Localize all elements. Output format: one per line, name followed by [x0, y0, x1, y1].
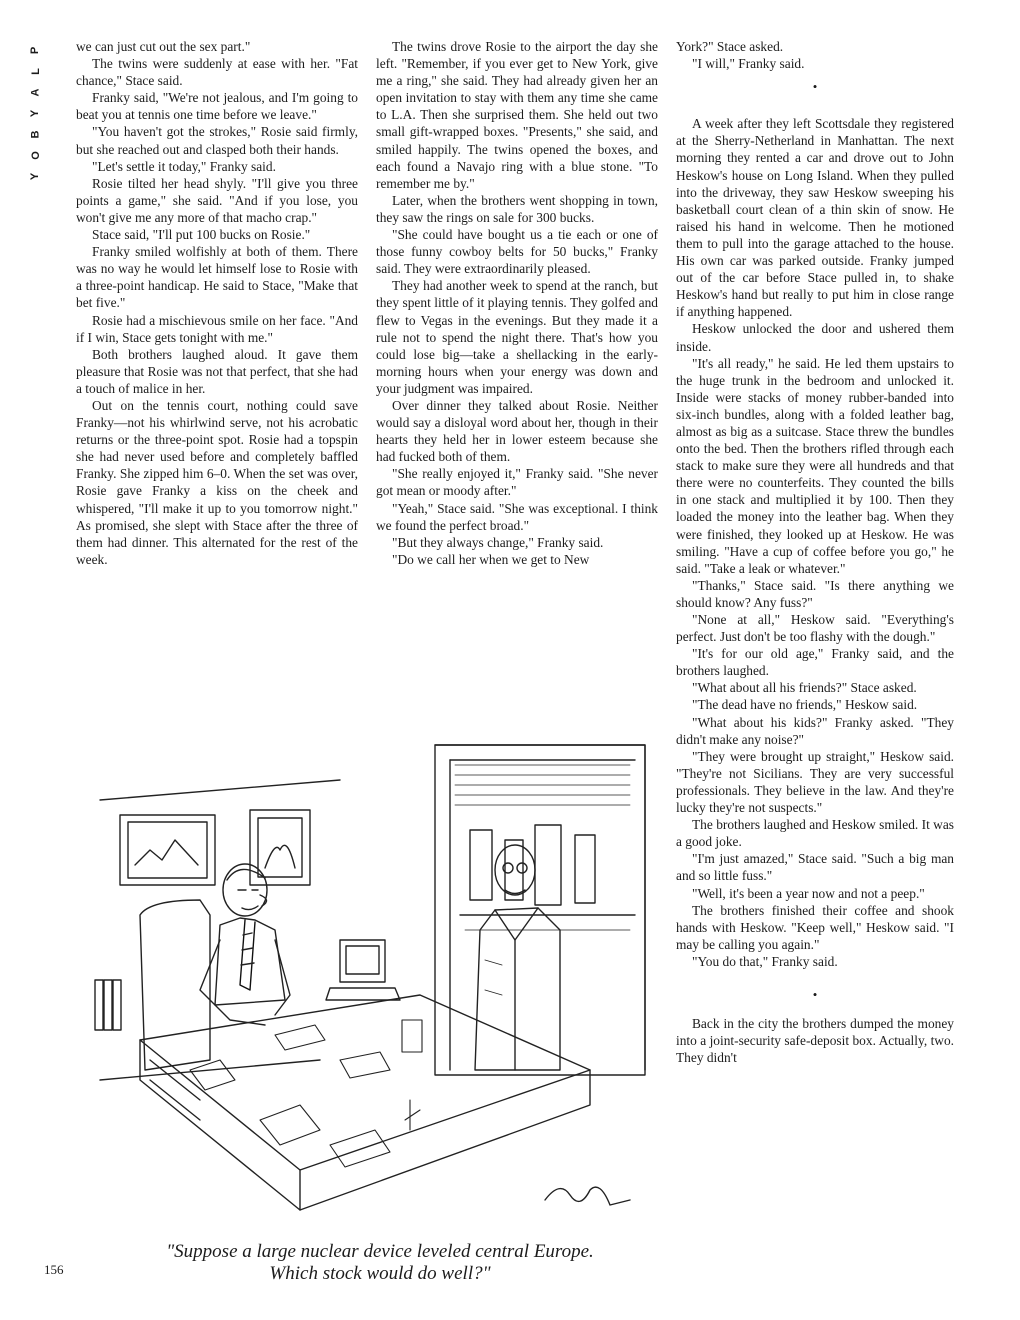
cartoon-illustration — [90, 740, 650, 1240]
paragraph: The brothers finished their coffee and shook hands with Heskow. "Keep well," Heskow said. "I may be calling you again." — [676, 902, 954, 952]
paragraph: York?" Stace asked. — [676, 39, 784, 54]
wall-picture-left — [120, 815, 215, 885]
paragraph: Rosie tilted her head shyly. "I'll give you three points a game," she said. "And if you lose, you won't give me any more of that macho crap." — [76, 175, 358, 225]
paragraph: "She really enjoyed it," Franky said. "She never got mean or moody after." — [376, 466, 658, 499]
paragraph: A week after they left Scottsdale they registered at the Sherry-Netherland in Manhattan. The next morning they rented a car and drove out to John Heskow's house on Long Island. When they pulled into the driveway, they saw Heskow sweeping his basketball court clean of a thin skin of snow. He raised his hand in welcome. Then he motioned them to pull into the garage attached to the house. His own car was parked outside. Franky jumped out of the car before Stace pulled in, to shake Heskow's hand but really to put him in close range if anything happened. — [676, 116, 954, 320]
caption-line-1: "Suppose a large nuclear device leveled central Europe. — [166, 1241, 594, 1262]
desk-papers — [190, 1020, 422, 1167]
paragraph: Out on the tennis court, nothing could save Franky—not his whirlwind serve, not his acrobatic returns or the three-point spot. Rosie had a topspin she had never used before and completely baffled Franky. She zipped him 6–0. When the set was over, Rosie gave Franky a kiss on the cheek and whispered, "I'll make it up to you tomorrow night." As promised, she slept with Stace after the three of them had dinner. This alternated for the rest of the week. — [76, 397, 358, 567]
desk-computer — [326, 940, 400, 1000]
caption-line-2: Which stock would do well?" — [269, 1263, 491, 1284]
seated-executive — [200, 864, 290, 1025]
text-column-3 — [676, 38, 954, 1066]
sidebar-letter: O — [29, 151, 42, 160]
section-separator: • — [812, 79, 818, 95]
paragraph: "It's for our old age," Franky said, and the brothers laughed. — [676, 646, 954, 679]
section-separator: • — [812, 986, 818, 1002]
paragraph: "Well, it's been a year now and not a peep." — [692, 885, 925, 901]
paragraph: Rosie had a mischievous smile on her face. "And if I win, Stace gets tonight with me." — [76, 312, 358, 345]
office-desk — [140, 995, 590, 1210]
artist-signature — [545, 1187, 630, 1205]
paragraph: we can just cut out the sex part." — [76, 39, 251, 54]
text-column-1 — [76, 38, 358, 568]
text-column-2 — [376, 38, 658, 568]
paragraph: Franky said, "We're not jealous, and I'm going to beat you at tennis one time before we leave." — [76, 90, 358, 123]
paragraph: Stace said, "I'll put 100 bucks on Rosie." — [92, 227, 311, 243]
paragraph: Heskow unlocked the door and ushered them inside. — [676, 321, 954, 354]
paragraph: Both brothers laughed aloud. It gave them pleasure that Rosie was not that perfect, that she had a touch of malice in her. — [76, 346, 358, 396]
paragraph: The twins drove Rosie to the airport the day she left. "Remember, if you ever get to New York, give me a ring," she said. They had already given her an open invitation to stay with them any time she came to L.A. Then she surprised them. She held out two small gift-wrapped boxes. "Presents," she said, and smiled happily. The twins opened the boxes, and each found a Navajo ring with a blue stone. "To remember me by." — [376, 39, 658, 191]
paragraph: "You haven't got the strokes," Rosie said firmly, but she reached out and clasped both their hands. — [76, 124, 358, 157]
book-stack — [95, 980, 121, 1030]
paragraph: Franky smiled wolfishly at both of them. There was no way he would let himself lose to Rosie with a three-point handicap. He said to Stace, "Make that bet five." — [76, 244, 358, 311]
paragraph: "You do that," Franky said. — [692, 953, 838, 969]
paragraph: "It's all ready," he said. He led them upstairs to the huge trunk in the bedroom and unlocked it. Inside were stacks of money rubber-banded into six-inch bundles, along with a folded leather bag, almost as big as a suitcase. Stace threw the bundles onto the bed. Then the brothers rifled through each stack to make sure they were all hundreds and that there were no counterfeits. They counted the bills in one stack and multiplied it by 100. Then they loaded the money into the leather bag. When they were finished, they looked up at Heskow. He was smiling. "Have a cup of coffee before you go," he said. "Take a leak or whatever." — [676, 355, 954, 576]
paragraph: The twins were suddenly at ease with her. "Fat chance," Stace said. — [76, 56, 358, 89]
sidebar-letter: A — [29, 88, 42, 97]
paragraph: "The dead have no friends," Heskow said. — [692, 697, 918, 713]
playboy-sidebar-logo — [26, 40, 46, 187]
paragraph: "Let's settle it today," Franky said. — [92, 158, 276, 174]
paragraph: "Thanks," Stace said. "Is there anything we should know? Any fuss?" — [676, 577, 954, 610]
paragraph: Back in the city the brothers dumped the money into a joint-security safe-deposit box. Actually, two. They didn't — [676, 1016, 954, 1066]
paragraph: "She could have bought us a tie each or one of those funny cowboy belts for 50 bucks," Franky said. They were extraordinarily pleased. — [376, 227, 658, 277]
page-number: 156 — [44, 1262, 64, 1277]
paragraph: "I'm just amazed," Stace said. "Such a big man and so little fuss." — [676, 851, 954, 884]
paragraph: "I will," Franky said. — [692, 56, 805, 72]
paragraph: "But they always change," Franky said. — [392, 534, 604, 550]
sidebar-letter: B — [29, 130, 42, 139]
paragraph: Over dinner they talked about Rosie. Neither would say a disloyal word about her, though in their hearts they held her in lower esteem because she had fucked both of them. — [376, 397, 658, 465]
sidebar-letter: Y — [29, 172, 42, 181]
paragraph: "They were brought up straight," Heskow said. "They're not Sicilians. They are very successful professionals. They believe in the law. And they're lucky they're not suspects." — [676, 748, 954, 816]
paragraph: The brothers laughed and Heskow smiled. It was a good joke. — [676, 817, 954, 850]
cartoon-caption — [120, 1241, 640, 1285]
paragraph: "Do we call her when we get to New — [392, 551, 590, 567]
paragraph: "Yeah," Stace said. "She was exceptional. I think we found the perfect broad." — [376, 500, 658, 533]
sidebar-letter: L — [29, 68, 42, 75]
paragraph: "None at all," Heskow said. "Everything's perfect. Just don't be too flashy with the dough." — [676, 612, 954, 645]
sidebar-letter: P — [29, 46, 42, 55]
sidebar-letter: Y — [29, 109, 42, 118]
paragraph: Later, when the brothers went shopping in town, they saw the rings on sale for 300 bucks. — [376, 192, 658, 225]
paragraph: They had another week to spend at the ranch, but they spent little of it playing tennis. They golfed and flew to Vegas in the evenings. But they made it a rule not to spend the night there. That's how you could lose big—take a shellacking in the early-morning hours when your energy was down and your judgment was impaired. — [376, 278, 658, 396]
paragraph: "What about his kids?" Franky asked. "They didn't make any noise?" — [676, 714, 954, 747]
standing-visitor — [475, 845, 560, 1070]
paragraph: "What about all his friends?" Stace asked. — [692, 680, 917, 696]
